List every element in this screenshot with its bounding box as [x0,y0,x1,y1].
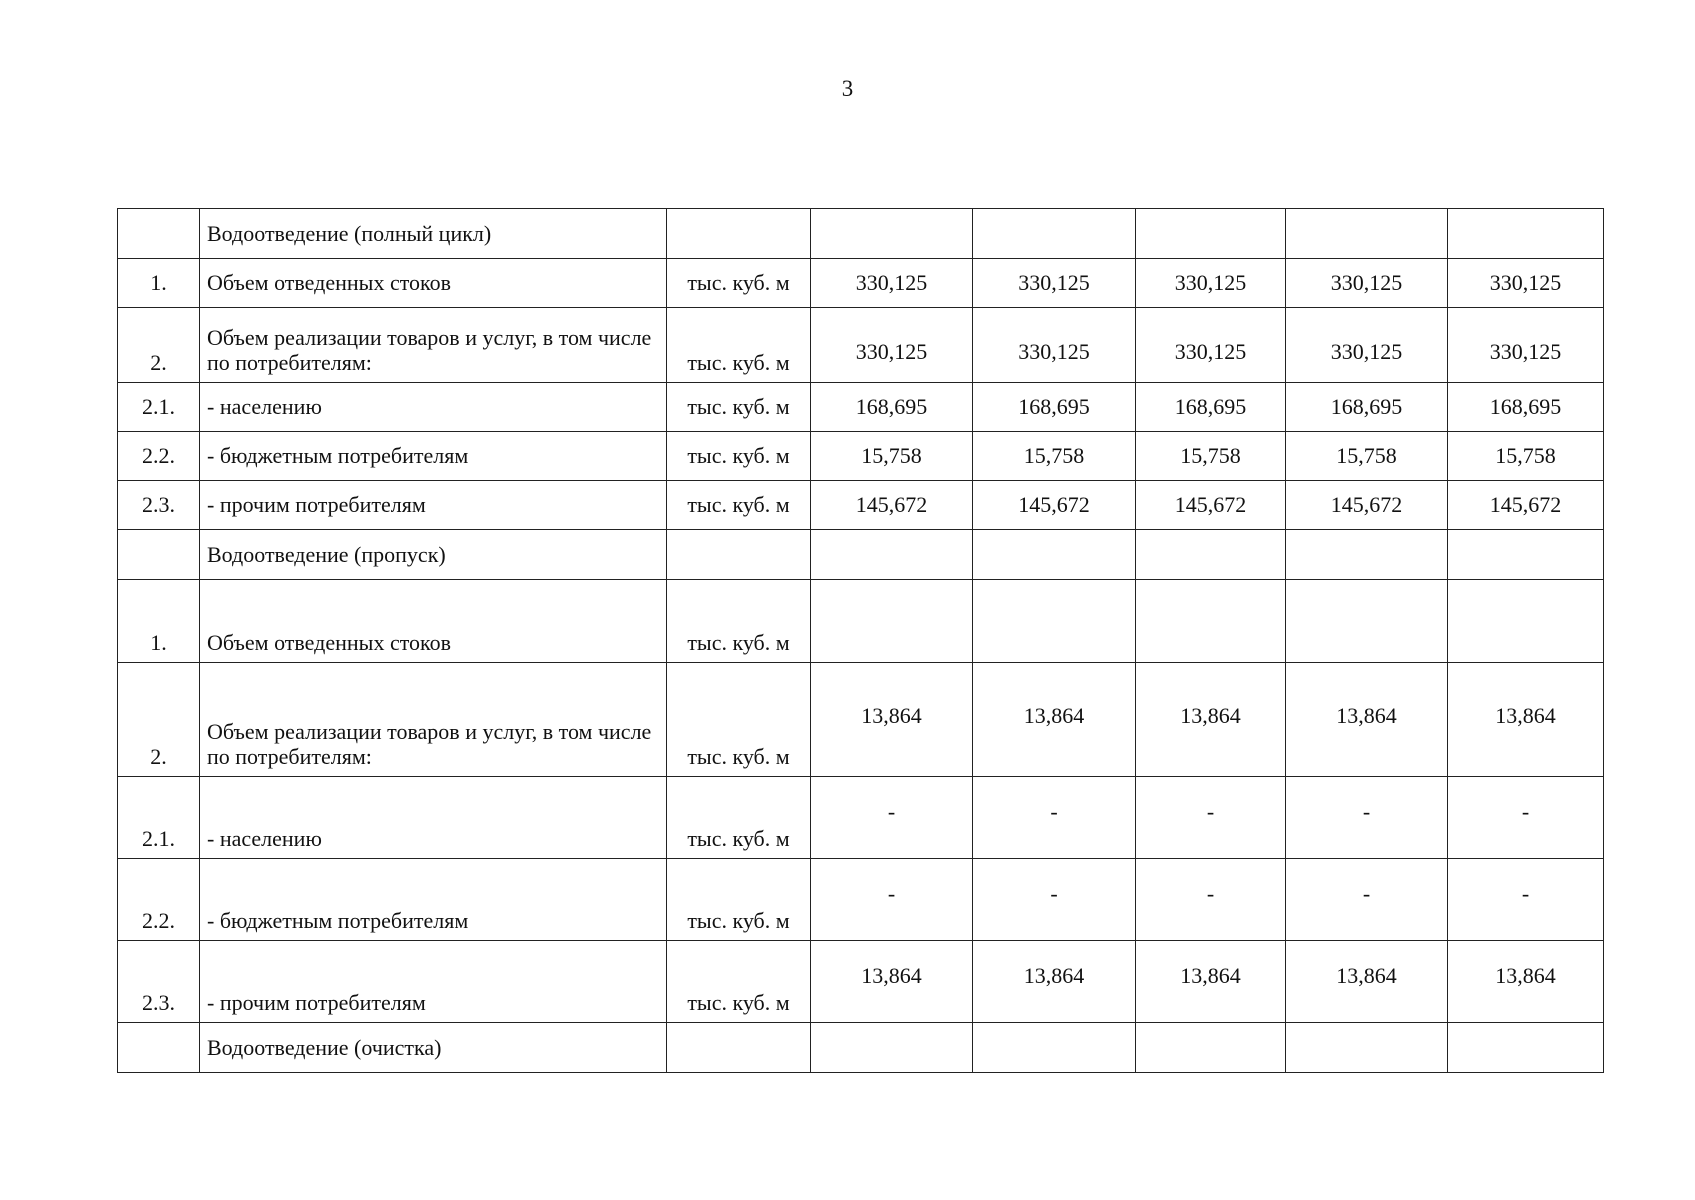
value-cell: 15,758 [1136,432,1286,481]
value-cell: 13,864 [1136,941,1286,1023]
value-cell: - [973,859,1136,941]
value-cell: 13,864 [1448,663,1604,777]
table-row [118,259,1604,308]
value-cell: 330,125 [1136,308,1286,383]
value-cell: 13,864 [811,941,973,1023]
row-unit: тыс. куб. м [667,308,811,383]
value-cell [1448,209,1604,259]
value-cell: 330,125 [1136,259,1286,308]
section-header-row [118,1023,1604,1073]
section-header-row [118,530,1604,580]
value-cell: 13,864 [1286,941,1448,1023]
row-name: Объем реализации товаров и услуг, в том числе по потребителям: [200,663,667,777]
value-cell [1136,1023,1286,1073]
value-cell [1286,580,1448,663]
section-number-cell [118,530,200,580]
value-cell: - [1136,859,1286,941]
page-number: 3 [841,76,854,101]
row-unit: тыс. куб. м [667,859,811,941]
value-cell [973,1023,1136,1073]
table-row [118,859,1604,941]
row-unit: тыс. куб. м [667,259,811,308]
value-cell: 330,125 [973,308,1136,383]
unit-cell [667,530,811,580]
value-cell: - [1448,777,1604,859]
value-cell: 13,864 [973,663,1136,777]
row-unit: тыс. куб. м [667,777,811,859]
section-header-row [118,209,1604,259]
value-cell [811,530,973,580]
table-row [118,663,1604,777]
value-cell: 330,125 [811,308,973,383]
value-cell: - [1286,777,1448,859]
row-name: - бюджетным потребителям [200,859,667,941]
section-number-cell [118,209,200,259]
value-cell: - [1286,859,1448,941]
value-cell [811,209,973,259]
row-unit: тыс. куб. м [667,432,811,481]
unit-cell [667,1023,811,1073]
value-cell: - [811,777,973,859]
table-row [118,941,1604,1023]
value-cell: 330,125 [1286,308,1448,383]
value-cell [1448,580,1604,663]
row-name: Объем реализации товаров и услуг, в том числе по потребителям: [200,308,667,383]
section-title: Водоотведение (полный цикл) [200,209,667,259]
value-cell: 330,125 [1448,308,1604,383]
value-cell: 168,695 [1448,383,1604,432]
value-cell: 13,864 [1448,941,1604,1023]
table-row [118,432,1604,481]
section-number-cell [118,1023,200,1073]
value-cell: 13,864 [1286,663,1448,777]
table-row [118,308,1604,383]
value-cell: 15,758 [973,432,1136,481]
value-cell: 13,864 [811,663,973,777]
value-cell: 330,125 [973,259,1136,308]
value-cell [1286,209,1448,259]
value-cell [973,580,1136,663]
value-cell: 168,695 [1286,383,1448,432]
value-cell: - [973,777,1136,859]
row-name: - прочим потребителям [200,941,667,1023]
row-unit: тыс. куб. м [667,941,811,1023]
row-number: 1. [118,580,200,663]
table-row [118,777,1604,859]
row-name: - прочим потребителям [200,481,667,530]
value-cell: - [1448,859,1604,941]
value-cell: 145,672 [811,481,973,530]
row-unit: тыс. куб. м [667,663,811,777]
table-row [118,580,1604,663]
value-cell: 15,758 [1448,432,1604,481]
row-number: 2. [118,663,200,777]
value-cell [1286,1023,1448,1073]
row-number: 2.2. [118,432,200,481]
unit-cell [667,209,811,259]
value-cell [1136,580,1286,663]
section-title: Водоотведение (очистка) [200,1023,667,1073]
value-cell: 330,125 [1448,259,1604,308]
value-cell [1136,530,1286,580]
value-cell [811,580,973,663]
value-cell [973,209,1136,259]
row-number: 2.1. [118,383,200,432]
value-cell: 145,672 [1136,481,1286,530]
row-number: 2.2. [118,859,200,941]
value-cell: 168,695 [811,383,973,432]
value-cell: 145,672 [1448,481,1604,530]
row-name: Объем отведенных стоков [200,580,667,663]
value-cell: 15,758 [811,432,973,481]
row-name: Объем отведенных стоков [200,259,667,308]
row-number: 2.3. [118,481,200,530]
row-name: - населению [200,777,667,859]
value-cell: 15,758 [1286,432,1448,481]
value-cell: 330,125 [811,259,973,308]
value-cell [1448,530,1604,580]
table-row [118,383,1604,432]
value-cell: 330,125 [1286,259,1448,308]
row-unit: тыс. куб. м [667,481,811,530]
row-name: - бюджетным потребителям [200,432,667,481]
table-row [118,481,1604,530]
value-cell [1136,209,1286,259]
row-number: 2.1. [118,777,200,859]
row-name: - населению [200,383,667,432]
row-unit: тыс. куб. м [667,580,811,663]
row-number: 2. [118,308,200,383]
section-title: Водоотведение (пропуск) [200,530,667,580]
value-cell: 145,672 [973,481,1136,530]
value-cell: 13,864 [1136,663,1286,777]
value-cell [1286,530,1448,580]
value-cell [1448,1023,1604,1073]
data-table [117,208,1604,1073]
value-cell: 168,695 [1136,383,1286,432]
value-cell [811,1023,973,1073]
value-cell: - [811,859,973,941]
row-number: 2.3. [118,941,200,1023]
value-cell: 13,864 [973,941,1136,1023]
row-number: 1. [118,259,200,308]
value-cell: 168,695 [973,383,1136,432]
value-cell [973,530,1136,580]
value-cell: - [1136,777,1286,859]
row-unit: тыс. куб. м [667,383,811,432]
value-cell: 145,672 [1286,481,1448,530]
